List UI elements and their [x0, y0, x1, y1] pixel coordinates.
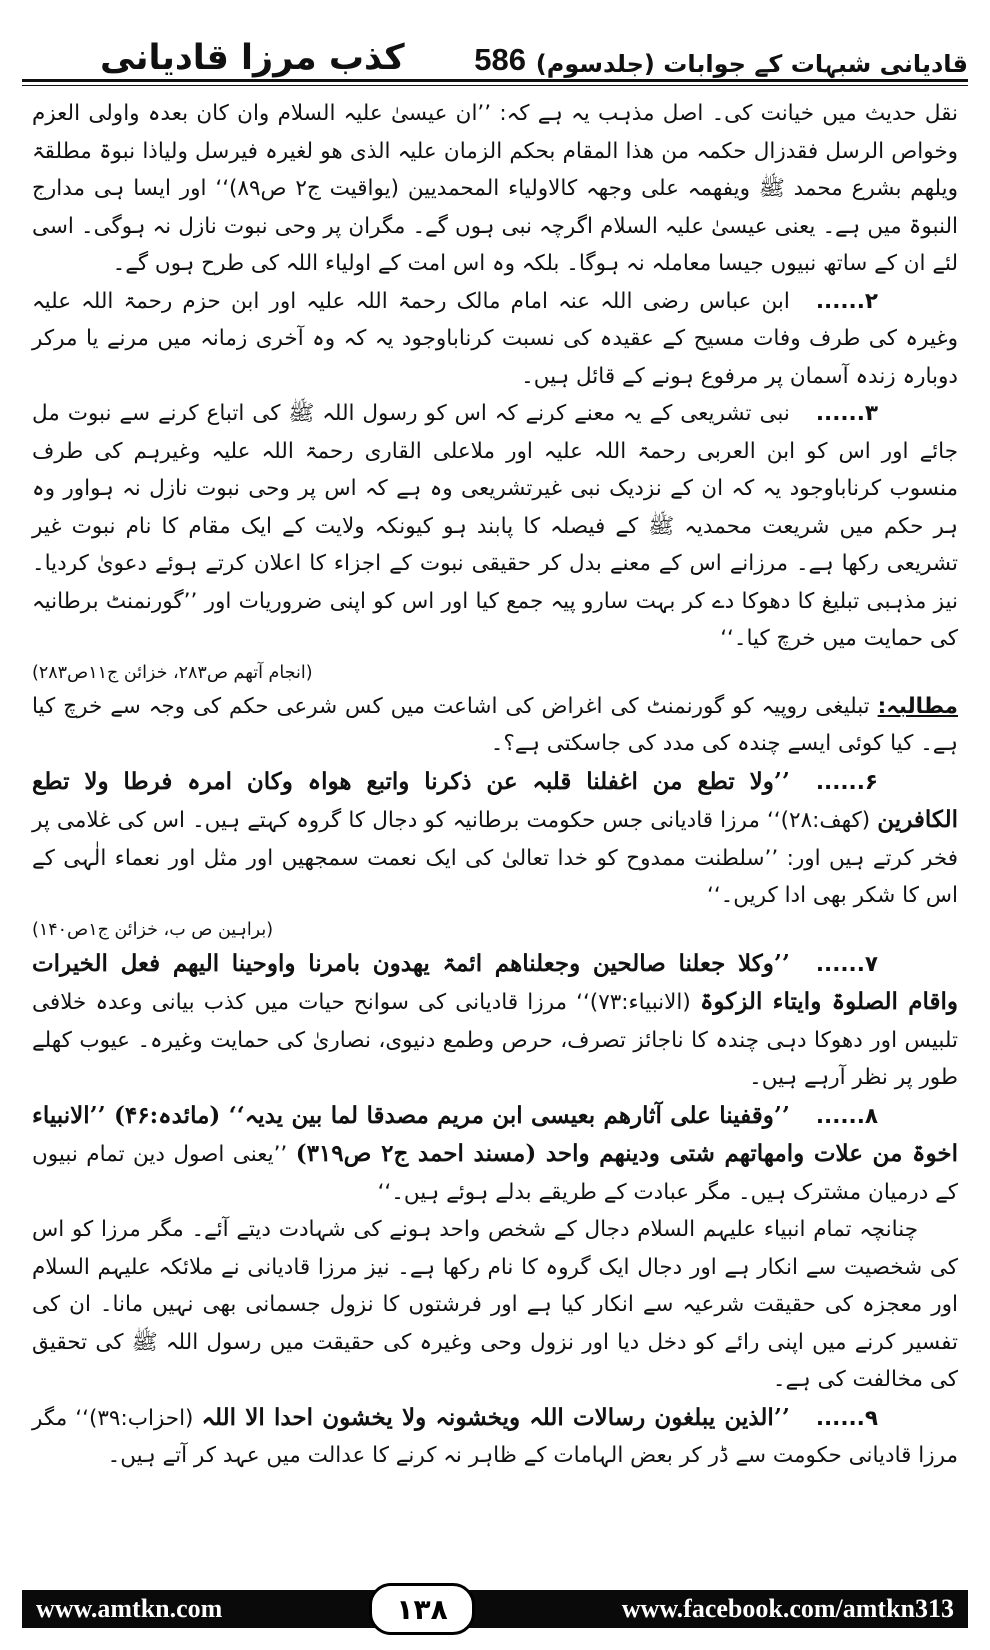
book-title: کذب مرزا قادیانی: [100, 38, 405, 78]
list-item-9: [32, 1399, 958, 1475]
reference-1: (انجام آتھم ص۲۸۳، خزائن ج۱۱ص۲۸۳): [32, 662, 313, 683]
footer-page-number: ۱۳۸: [369, 1583, 475, 1635]
quran-quote: ’’وقفینا علی آثارھم بعیسی ابن مریم مصدقا لما بین یدیہ‘‘ (مائدہ:۴۶) ’’الانبیاء اخوۃ من علات وامھاتھم شتی ودینھم واحد (مسند احمد ج۲ ص۳۱۹): [32, 1101, 958, 1167]
page-header: [32, 18, 968, 78]
list-item-8: [32, 1097, 958, 1212]
item-number: ۸......: [815, 1103, 878, 1129]
item-number: ۳......: [815, 401, 878, 426]
item-number: ۷......: [815, 951, 878, 977]
website-link[interactable]: www.amtkn.com: [36, 1594, 223, 1623]
item-text: (احزاب:۳۹)‘‘ مگر مرزا قادیانی حکومت سے ڈر کر بعض الہامات کے ظاہر نہ کرنے کا عدالت میں عہد کر آتے ہیں۔: [32, 1405, 958, 1468]
header-rule-thin: [22, 85, 968, 86]
demand-text: تبلیغی روپیہ کو گورنمنٹ کی اغراض کی اشاعت میں کس شرعی حکم کی وجہ سے خرچ کیا ہے۔ کیا کوئی ایسے چندہ کی مدد کی جاسکتی ہے؟۔: [32, 693, 958, 756]
paragraph-dajjal: چنانچہ تمام انبیاء علیہم السلام دجال کے شخص واحد ہونے کی شہادت دیتے آئے۔ مگر مرزا کو اس کی شخصیت سے انکار ہے اور دجال ایک گروہ کا نام رکھا ہے۔ نیز مرزا قادیانی نے ملائکہ علیہم السلام اور معجزہ کی حقیقت شرعیہ سے انکار کیا ہے اور فرشتوں کا نزول جسمانی بھی نہیں مانا۔ ان کی تفسیر کرنے میں اپنی رائے کو دخل دیا اور نزول وحی وغیرہ کی حقیقت میں رسول اللہ ﷺ کی تحقیق کی مخالفت کی ہے۔: [32, 1217, 958, 1392]
list-item-7: [32, 945, 958, 1097]
quran-quote: ’’وکلا جعلنا صالحین وجعلناھم ائمۃ یھدون بامرنا واوحینا الیھم فعل الخیرات واقام الصلوۃ وایتاء الزکوۃ: [32, 949, 958, 1015]
facebook-link[interactable]: www.facebook.com/amtkn313: [621, 1594, 954, 1623]
item-number: ۶......: [815, 769, 878, 795]
demand-paragraph: [32, 688, 958, 763]
paragraph-intro: نقل حدیث میں خیانت کی۔ اصل مذہب یہ ہے کہ: ’’ان عیسیٰ علیہ السلام وان کان بعدہ واولی العزم وخواص الرسل فقدزال حکمہ من ھذا المقام بحکم الزمان علیہ الذی ھو لغیرہ فیرسل ولیاذا نبوۃ مطلقۃ ویلھم بشرع محمد ﷺ ویفھمہ علی وجھہ کالاولیاء المحمدیین (یواقیت ج۲ ص۸۹)‘‘ اور ایسا ہی مدارج النبوۃ میں ہے۔ یعنی عیسیٰ علیہ السلام اگرچہ نبی ہوں گے۔ مگران پر وحی نبوت نازل نہ ہوگی۔ اسی لئے ان کے ساتھ نبیوں جیسا معاملہ نہ ہوگا۔ بلکہ وہ اس امت کے اولیاء اللہ کی طرح ہوں گے۔: [32, 101, 959, 276]
item-text: ’’یعنی اصول دین تمام نبیوں کے درمیان مشترک ہیں۔ مگر عبادت کے طریقے بدلے ہوئے ہیں۔‘‘: [32, 1142, 958, 1205]
list-item-2: [32, 283, 958, 396]
item-number: ۹......: [815, 1405, 878, 1431]
list-item-6: [32, 763, 958, 915]
page-body: [32, 95, 958, 1475]
header-rule-thick: [22, 79, 968, 82]
quran-quote: ’’الذین یبلغون رسالات اللہ ویخشونہ ولا یخشون احدا الا اللہ: [201, 1403, 790, 1431]
item-number: ۲......: [815, 288, 878, 314]
demand-label: مطالبہ:: [877, 693, 958, 719]
quran-quote: ’’ولا تطع من اغفلنا قلبہ عن ذکرنا واتبع ھواہ وکان امرہ فرطا ولا تطع الکافرین: [32, 767, 958, 833]
list-item-3: [32, 395, 958, 658]
page-number: 586: [474, 42, 527, 77]
series-title: قادیانی شبہات کے جوابات (جلدسوم): [535, 50, 968, 78]
item-text: نبی تشریعی کے یہ معنے کرنے کہ اس کو رسول اللہ ﷺ کی اتباع کرنے سے نبوت مل جائے اور اس کو ابن العربی رحمۃ اللہ علیہ اور ملاعلی القاری رحمۃ اللہ علیہ وغیرہم کی طرف منسوب کرناباوجود یہ کہ ان کے نزدیک نبی غیرتشریعی وہ ہے کہ اس پر وحی نبوت نازل نہ ہواور وہ ہر حکم میں شریعت محمدیہ ﷺ کے فیصلہ کا پابند ہو کیونکہ ولایت کے ایک مقام کا نام نبوت غیر تشریعی رکھا ہے۔ مرزانے اس کے معنے بدل کر حقیقی نبوت کے اجزاء کا اعلان کرتے ہوئے دعویٰ کردیا۔ نیز مذہبی تبلیغ کا دھوکا دے کر بہت سارو پیہ جمع کیا اور اس کو اپنی ضروریات اور ’’گورنمنٹ برطانیہ کی حمایت میں خرچ کیا۔‘‘: [32, 401, 958, 651]
item-text: (الانبیاء:۷۳)‘‘ مرزا قادیانی کی سوانح حیات میں کذب بیانی وعدہ خلافی تلبیس اور دھوکا دہی چندہ کا ناجائز تصرف، حرص وطمع دنیوی، نصاریٰ کی حمایت وغیرہ۔ عیوب کھلے طور پر نظر آرہے ہیں۔: [32, 990, 958, 1090]
item-text: (کھف:۲۸)‘‘ مرزا قادیانی جس حکومت برطانیہ کو دجال کا گروہ کہتے ہیں۔ اس کی غلامی پر فخر کرتے ہیں اور: ’’سلطنت ممدوح کو خدا تعالیٰ کی ایک نعمت سمجھیں اور مثل اور نعماء الٰہی کے اس کا شکر بھی ادا کریں۔‘‘: [32, 808, 958, 908]
item-text: ابن عباس رضی اللہ عنہ امام مالک رحمۃ اللہ علیہ اور ابن حزم رحمۃ اللہ علیہ وغیرہ کی طرف وفات مسیح کے عقیدہ کی نسبت کرناباوجود یہ کہ وہ آخری زمانہ میں مرنے یا مرکر دوبارہ زندہ آسمان پر مرفوع ہونے کے قائل ہیں۔: [32, 288, 958, 389]
reference-2: (براہین ص ب، خزائن ج۱ص۱۴۰): [32, 919, 274, 940]
page-footer: [22, 1590, 968, 1628]
